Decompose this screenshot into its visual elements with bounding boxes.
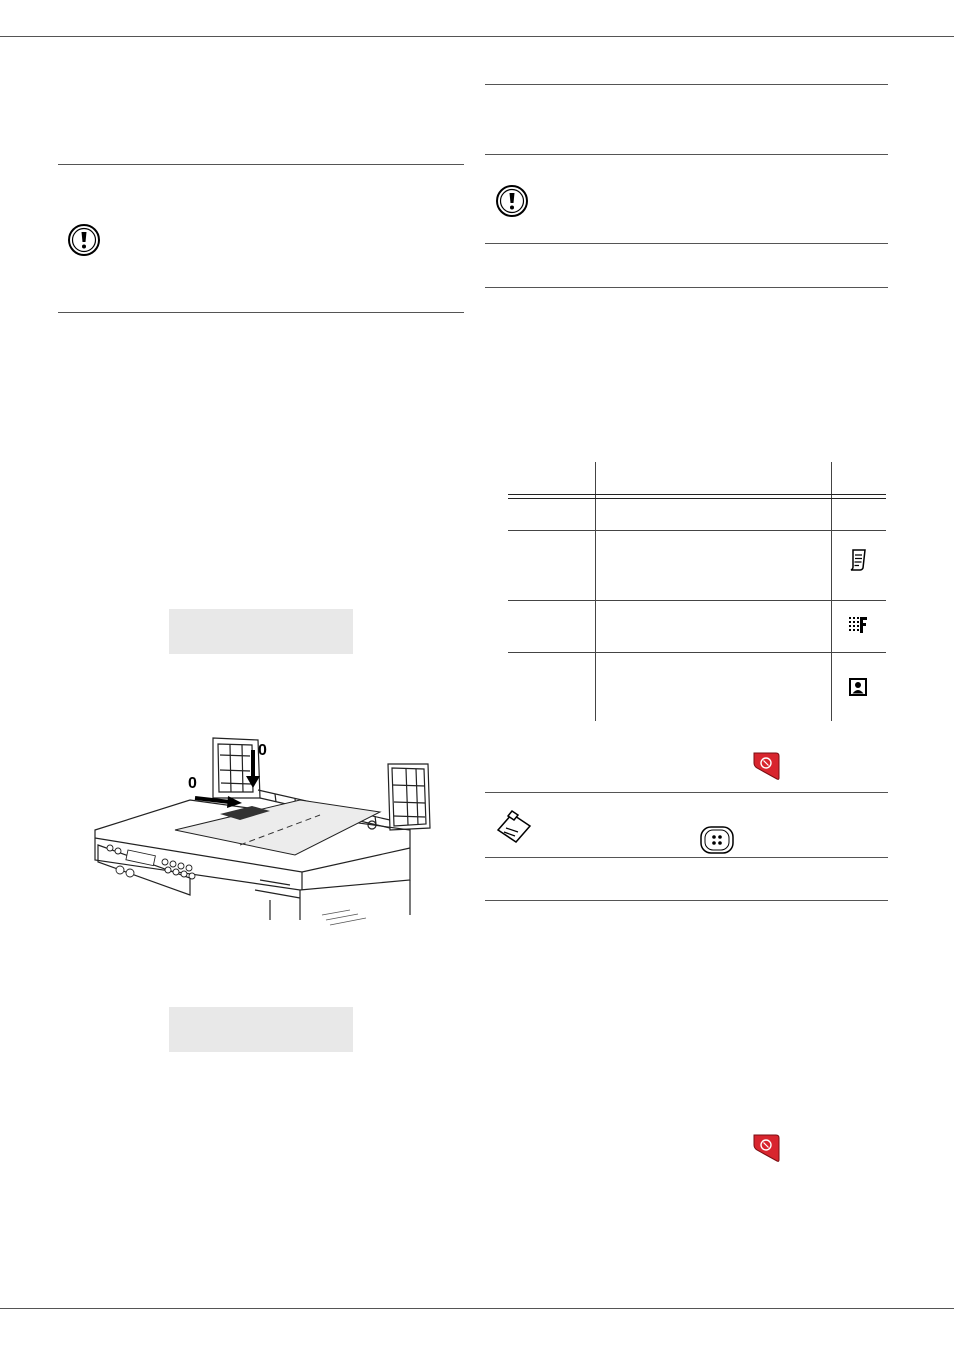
right-section-rule-3 (485, 900, 888, 901)
stop-key-icon (751, 751, 781, 781)
clipboard-note-icon (494, 808, 534, 844)
right-section-rule-1 (485, 84, 888, 85)
important-icon (494, 183, 530, 219)
scanner-diagram (90, 730, 440, 930)
photo-mode-icon (849, 678, 867, 696)
table-row-rule-3 (508, 652, 886, 653)
tip-note-bottom-rule (485, 857, 888, 858)
bottom-page-rule (0, 1308, 954, 1309)
important-icon (66, 222, 102, 258)
right-note-top-rule (485, 154, 888, 155)
tip-note-top-rule (485, 792, 888, 793)
arrow-label-left: 0 (188, 775, 197, 792)
menu-key-icon (699, 825, 735, 855)
table-header-rule (508, 494, 886, 495)
left-note-top-rule (58, 164, 464, 165)
quality-mode-icon (848, 616, 868, 634)
text-mode-icon (849, 549, 867, 571)
display-box-2 (169, 1007, 353, 1052)
top-page-rule (0, 36, 954, 37)
table-header-rule-double (508, 498, 886, 499)
table-row-rule-1 (508, 530, 886, 531)
display-box-1 (169, 609, 353, 654)
stop-key-icon (751, 1133, 781, 1163)
table-row-rule-2 (508, 600, 886, 601)
table-col-divider-1 (595, 462, 596, 721)
right-note-bottom-rule (485, 243, 888, 244)
right-section-rule-2 (485, 287, 888, 288)
left-note-bottom-rule (58, 312, 464, 313)
arrow-label-top: 0 (258, 742, 267, 759)
table-col-divider-2 (831, 462, 832, 721)
